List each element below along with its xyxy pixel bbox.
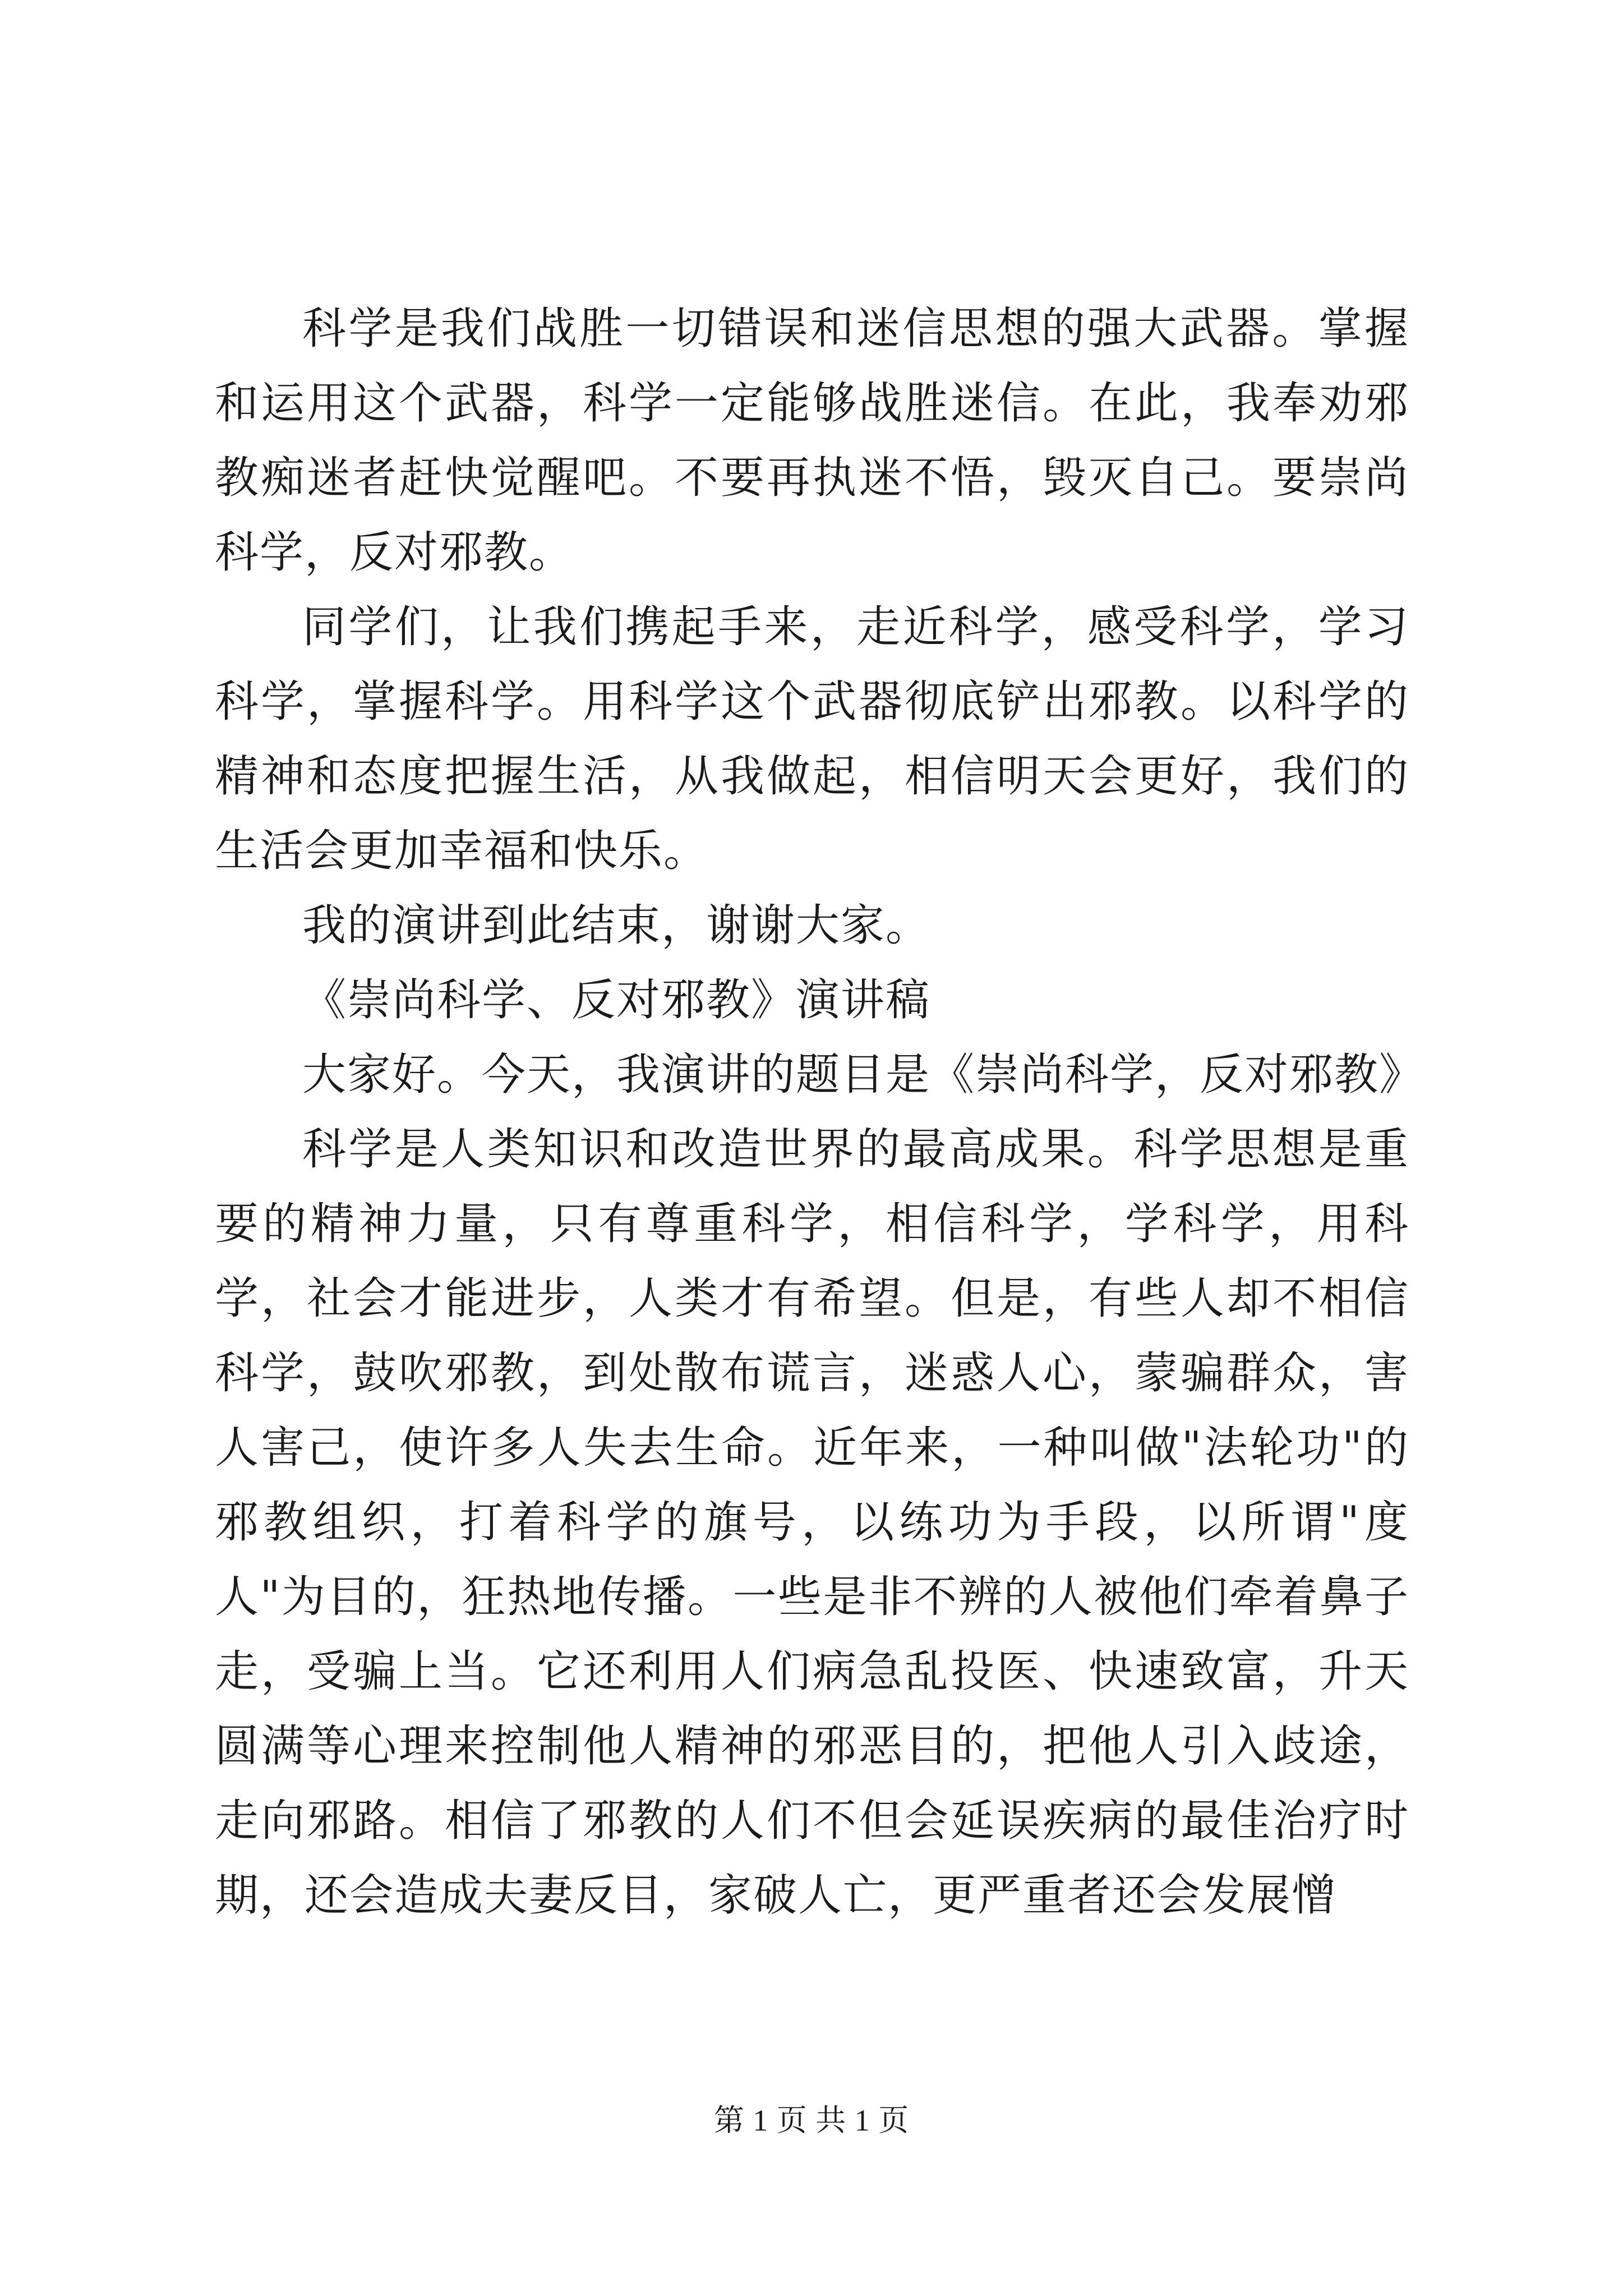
speech-title: 《崇尚科学、反对邪教》演讲稿 xyxy=(302,975,931,1025)
paragraph-science-achievement: 科学是人类知识和改造世界的最高成果。科学思想是重要的精神力量，只有尊重科学，相信科学，学科学，用科学，社会才能进步，人类才有希望。但是，有些人却不相信科学，鼓吹邪教，到处散布谎言，迷惑人心，蒙骗群众，害人害己，使许多人失去生命。近年来，一种叫做"法轮功"的邪教组织，打着科学的旗号，以练功为手段，以所谓"度人"为目的，狂热地传播。一些是非不辨的人被他们牵着鼻子走，受骗上当。它还利用人们病急乱投医、快速致富，升天圆满等心理来控制他人精神的邪恶目的，把他人引入歧途，走向邪路。相信了邪教的人们不但会延误疾病的最佳治疗时期，还会造成夫妻反目，家破人亡，更严重者还会发展憎 xyxy=(215,1124,1409,1921)
paragraph-science-vs-superstition: 科学是我们战胜一切错误和迷信思想的强大武器。掌握和运用这个武器，科学一定能够战胜迷信。在此，我奉劝邪教痴迷者赶快觉醒吧。不要再执迷不悟，毁灭自己。要崇尚科学，反对邪教。 xyxy=(215,303,1409,578)
paragraph-greeting: 大家好。今天，我演讲的题目是《崇尚科学，反对邪教》 xyxy=(302,1050,1424,1100)
paragraph-call-to-classmates: 同学们，让我们携起手来，走近科学，感受科学，学习科学，掌握科学。用科学这个武器彻底铲出邪教。以科学的精神和态度把握生活，从我做起，相信明天会更好，我们的生活会更加幸福和快乐。 xyxy=(215,602,1409,876)
page-number-footer: 第 1 页 共 1 页 xyxy=(713,2104,910,2137)
document-body xyxy=(215,292,1424,1933)
paragraph-closing: 我的演讲到此结束，谢谢大家。 xyxy=(302,900,931,951)
